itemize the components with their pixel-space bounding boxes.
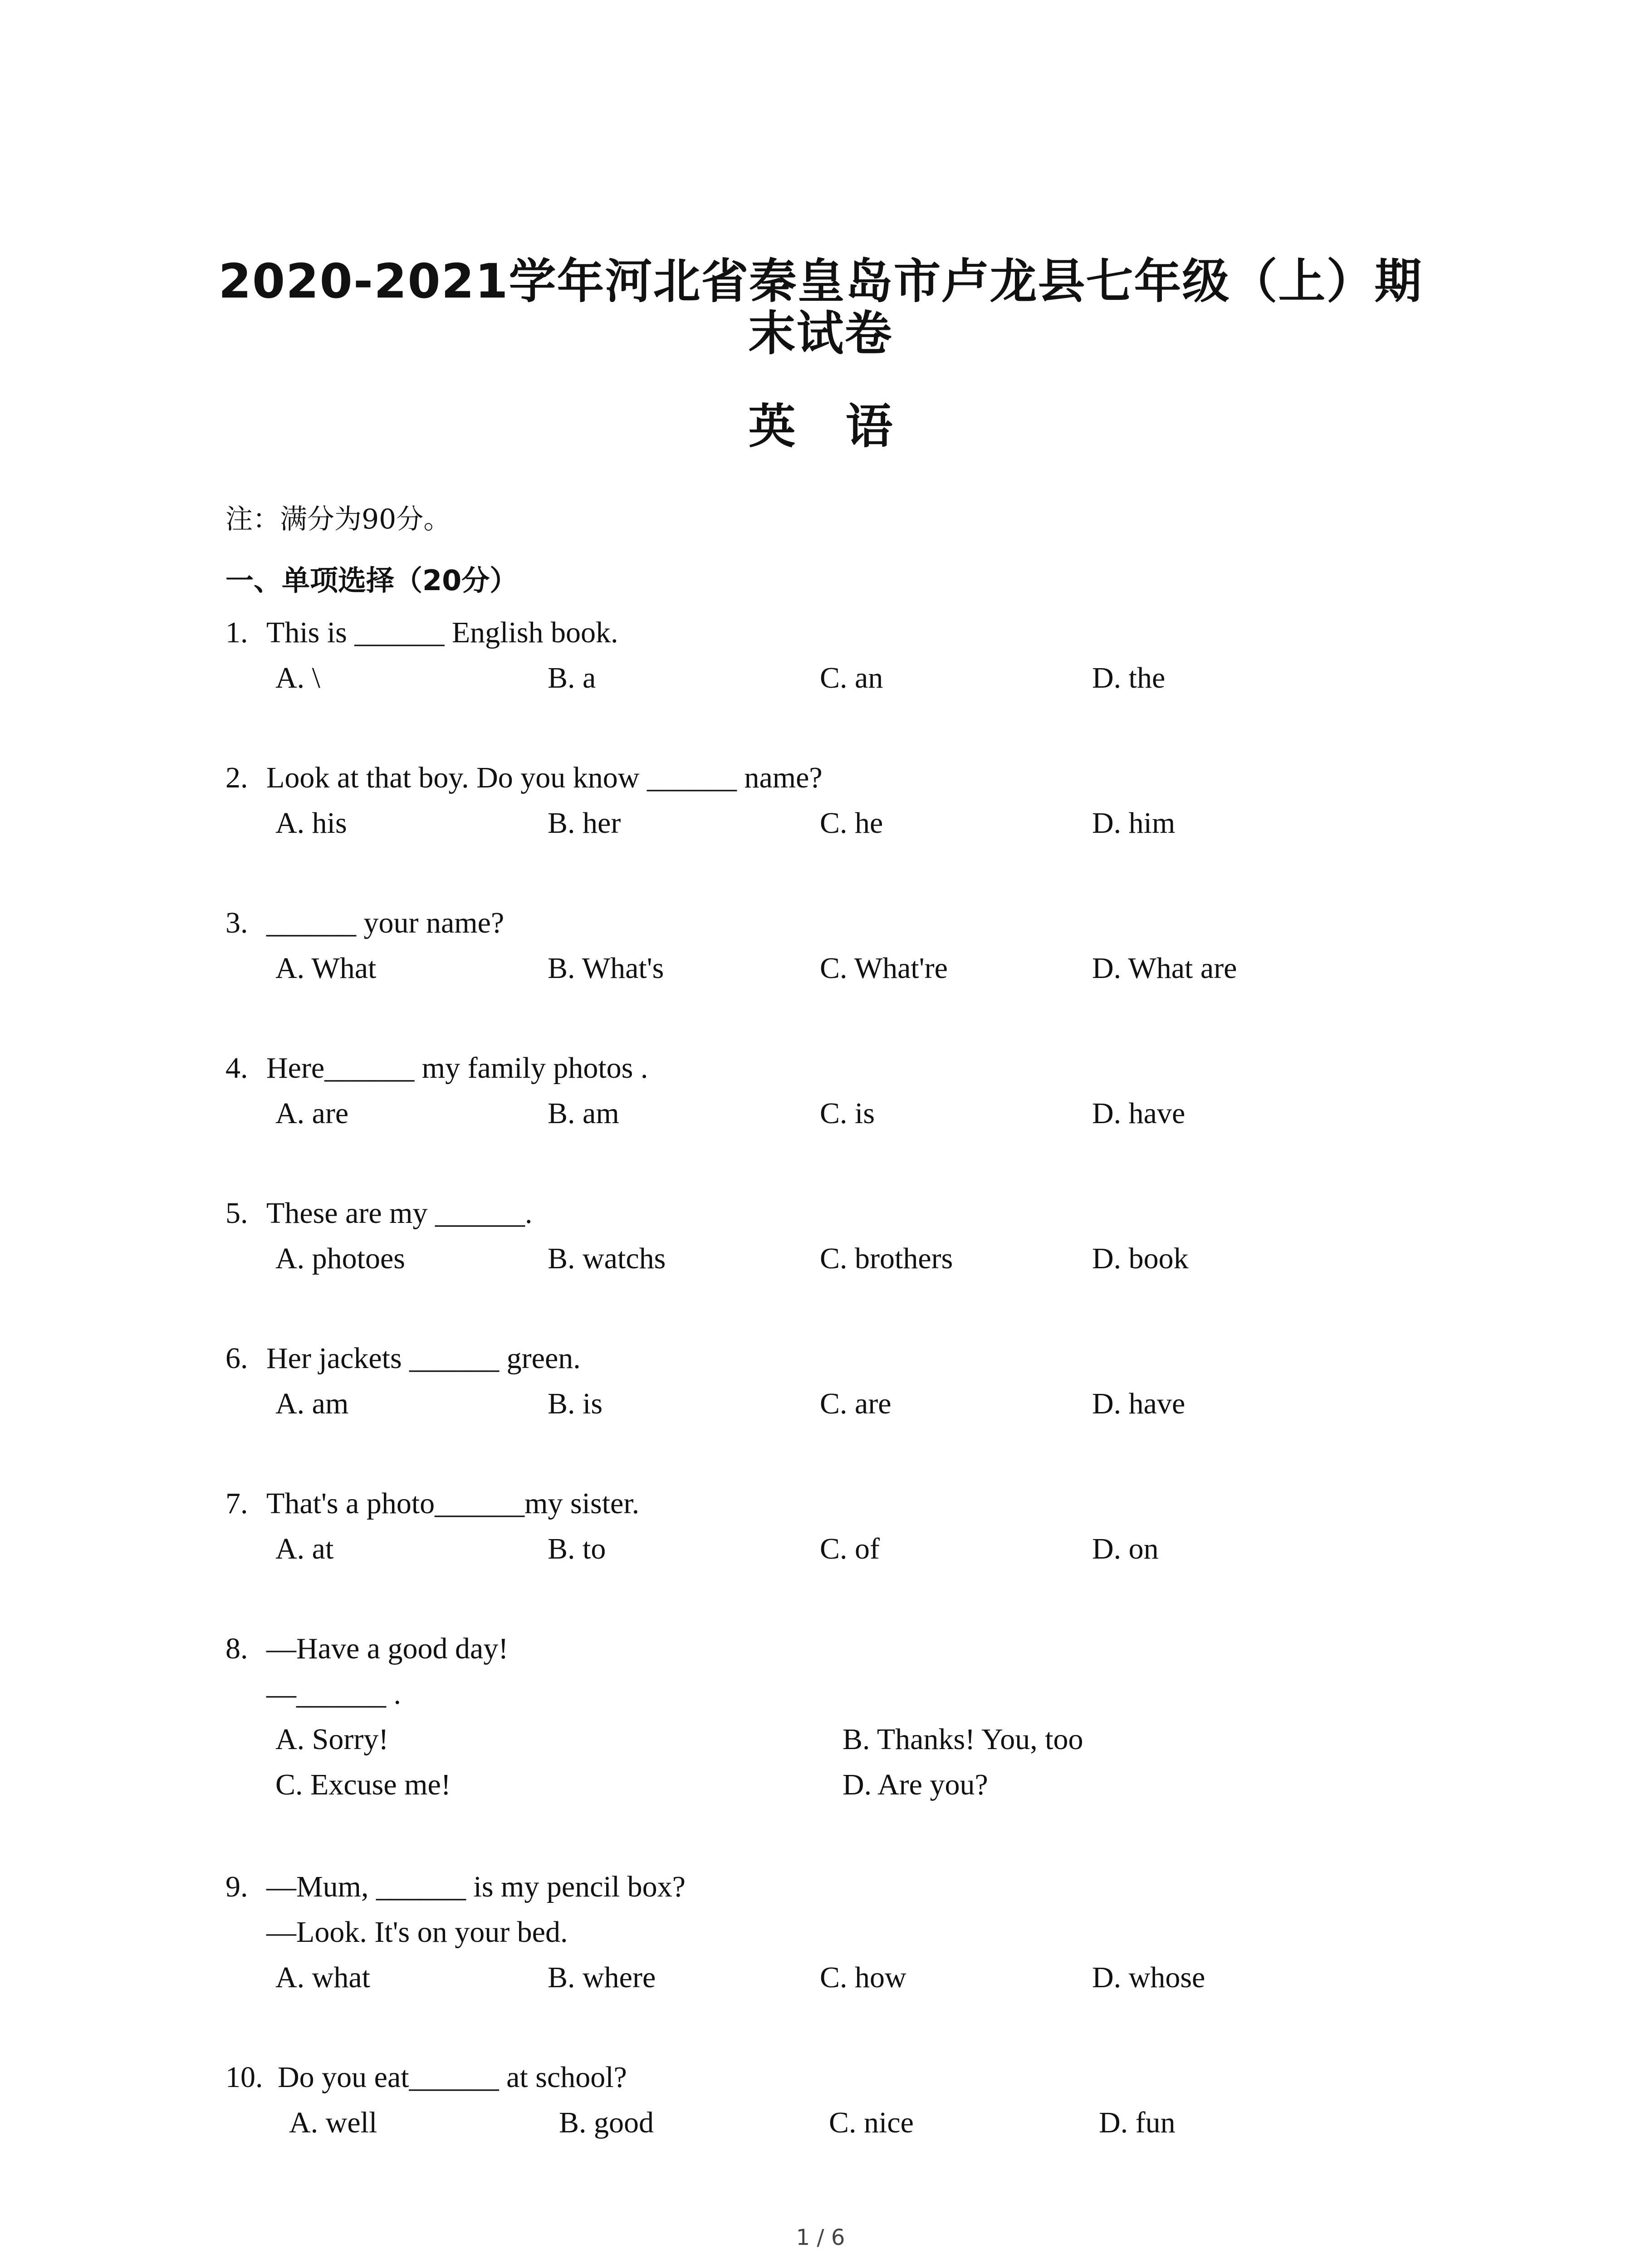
option-a: A. his	[275, 807, 347, 840]
question-1	[225, 610, 1450, 701]
question-number: 7.	[225, 1487, 248, 1520]
option-a: A. Sorry!	[275, 1723, 389, 1756]
option-c: C. how	[820, 1961, 906, 1994]
question-stem: These are my ______.	[266, 1197, 533, 1230]
option-a: A. \	[275, 661, 320, 694]
subject-heading: 英语	[748, 398, 943, 454]
option-a: A. what	[275, 1961, 370, 1994]
question-number: 2.	[225, 761, 248, 794]
option-b: B. Thanks! You, too	[843, 1723, 1083, 1756]
page-indicator: 1 / 6	[796, 2225, 845, 2250]
question-number: 5.	[225, 1197, 248, 1230]
question-stem: Her jackets ______ green.	[266, 1342, 581, 1375]
question-number: 8.	[225, 1632, 248, 1665]
section-heading: 一、单项选择（20分）	[225, 564, 518, 597]
option-c: C. of	[820, 1532, 880, 1565]
exam-title-line-2: 末试卷	[748, 306, 893, 361]
option-d: D. Are you?	[843, 1768, 988, 1801]
question-stem: Do you eat______ at school?	[278, 2061, 627, 2094]
option-c: C. is	[820, 1097, 875, 1130]
option-d: D. have	[1092, 1387, 1185, 1420]
question-8	[225, 1626, 1450, 1808]
option-c: C. brothers	[820, 1242, 953, 1275]
question-stem: That's a photo______my sister.	[266, 1487, 640, 1520]
option-b: B. am	[548, 1097, 619, 1130]
question-stem: —Mum, ______ is my pencil box?	[266, 1870, 686, 1903]
question-stem: —Have a good day!	[266, 1632, 509, 1665]
question-number: 10.	[225, 2061, 263, 2094]
option-a: A. photoes	[275, 1242, 405, 1275]
question-10	[225, 2055, 1450, 2146]
option-d: D. fun	[1099, 2106, 1176, 2139]
option-d: D. What are	[1092, 952, 1237, 985]
question-stem-line-2: —______ .	[266, 1677, 401, 1711]
question-number: 1.	[225, 616, 248, 649]
question-number: 6.	[225, 1342, 248, 1375]
question-number: 3.	[225, 906, 248, 939]
question-6	[225, 1336, 1450, 1427]
option-d: D. on	[1092, 1532, 1159, 1565]
option-c: C. Excuse me!	[275, 1768, 451, 1801]
option-d: D. the	[1092, 661, 1166, 694]
option-b: B. watchs	[548, 1242, 666, 1275]
option-d: D. book	[1092, 1242, 1189, 1275]
score-note: 注：满分为90分。	[225, 503, 451, 535]
question-4	[225, 1046, 1450, 1136]
question-5	[225, 1191, 1450, 1281]
question-2	[225, 755, 1450, 846]
option-c: C. he	[820, 807, 883, 840]
option-a: A. What	[275, 952, 377, 985]
option-a: A. at	[275, 1532, 334, 1565]
option-b: B. What's	[548, 952, 664, 985]
option-b: B. is	[548, 1387, 603, 1420]
question-3	[225, 900, 1450, 991]
option-b: B. her	[548, 807, 621, 840]
question-stem: Here______ my family photos .	[266, 1051, 648, 1085]
question-number: 9.	[225, 1870, 248, 1903]
option-a: A. are	[275, 1097, 349, 1130]
option-c: C. an	[820, 661, 883, 694]
option-a: A. am	[275, 1387, 349, 1420]
question-stem-line-2: —Look. It's on your bed.	[266, 1916, 568, 1949]
option-d: D. whose	[1092, 1961, 1205, 1994]
option-b: B. good	[559, 2106, 654, 2139]
question-9	[225, 1864, 1450, 2000]
option-b: B. where	[548, 1961, 656, 1994]
option-b: B. to	[548, 1532, 606, 1565]
question-stem: Look at that boy. Do you know ______ name?	[266, 761, 823, 794]
question-stem: ______ your name?	[266, 906, 505, 939]
option-c: C. What're	[820, 952, 948, 985]
option-a: A. well	[289, 2106, 377, 2139]
question-7	[225, 1481, 1450, 1572]
option-c: C. nice	[829, 2106, 914, 2139]
question-stem: This is ______ English book.	[266, 616, 618, 649]
option-c: C. are	[820, 1387, 892, 1420]
question-number: 4.	[225, 1051, 248, 1085]
option-d: D. him	[1092, 807, 1176, 840]
option-d: D. have	[1092, 1097, 1185, 1130]
exam-title-line-1: 2020-2021学年河北省秦皇岛市卢龙县七年级（上）期	[218, 254, 1423, 309]
option-b: B. a	[548, 661, 596, 694]
